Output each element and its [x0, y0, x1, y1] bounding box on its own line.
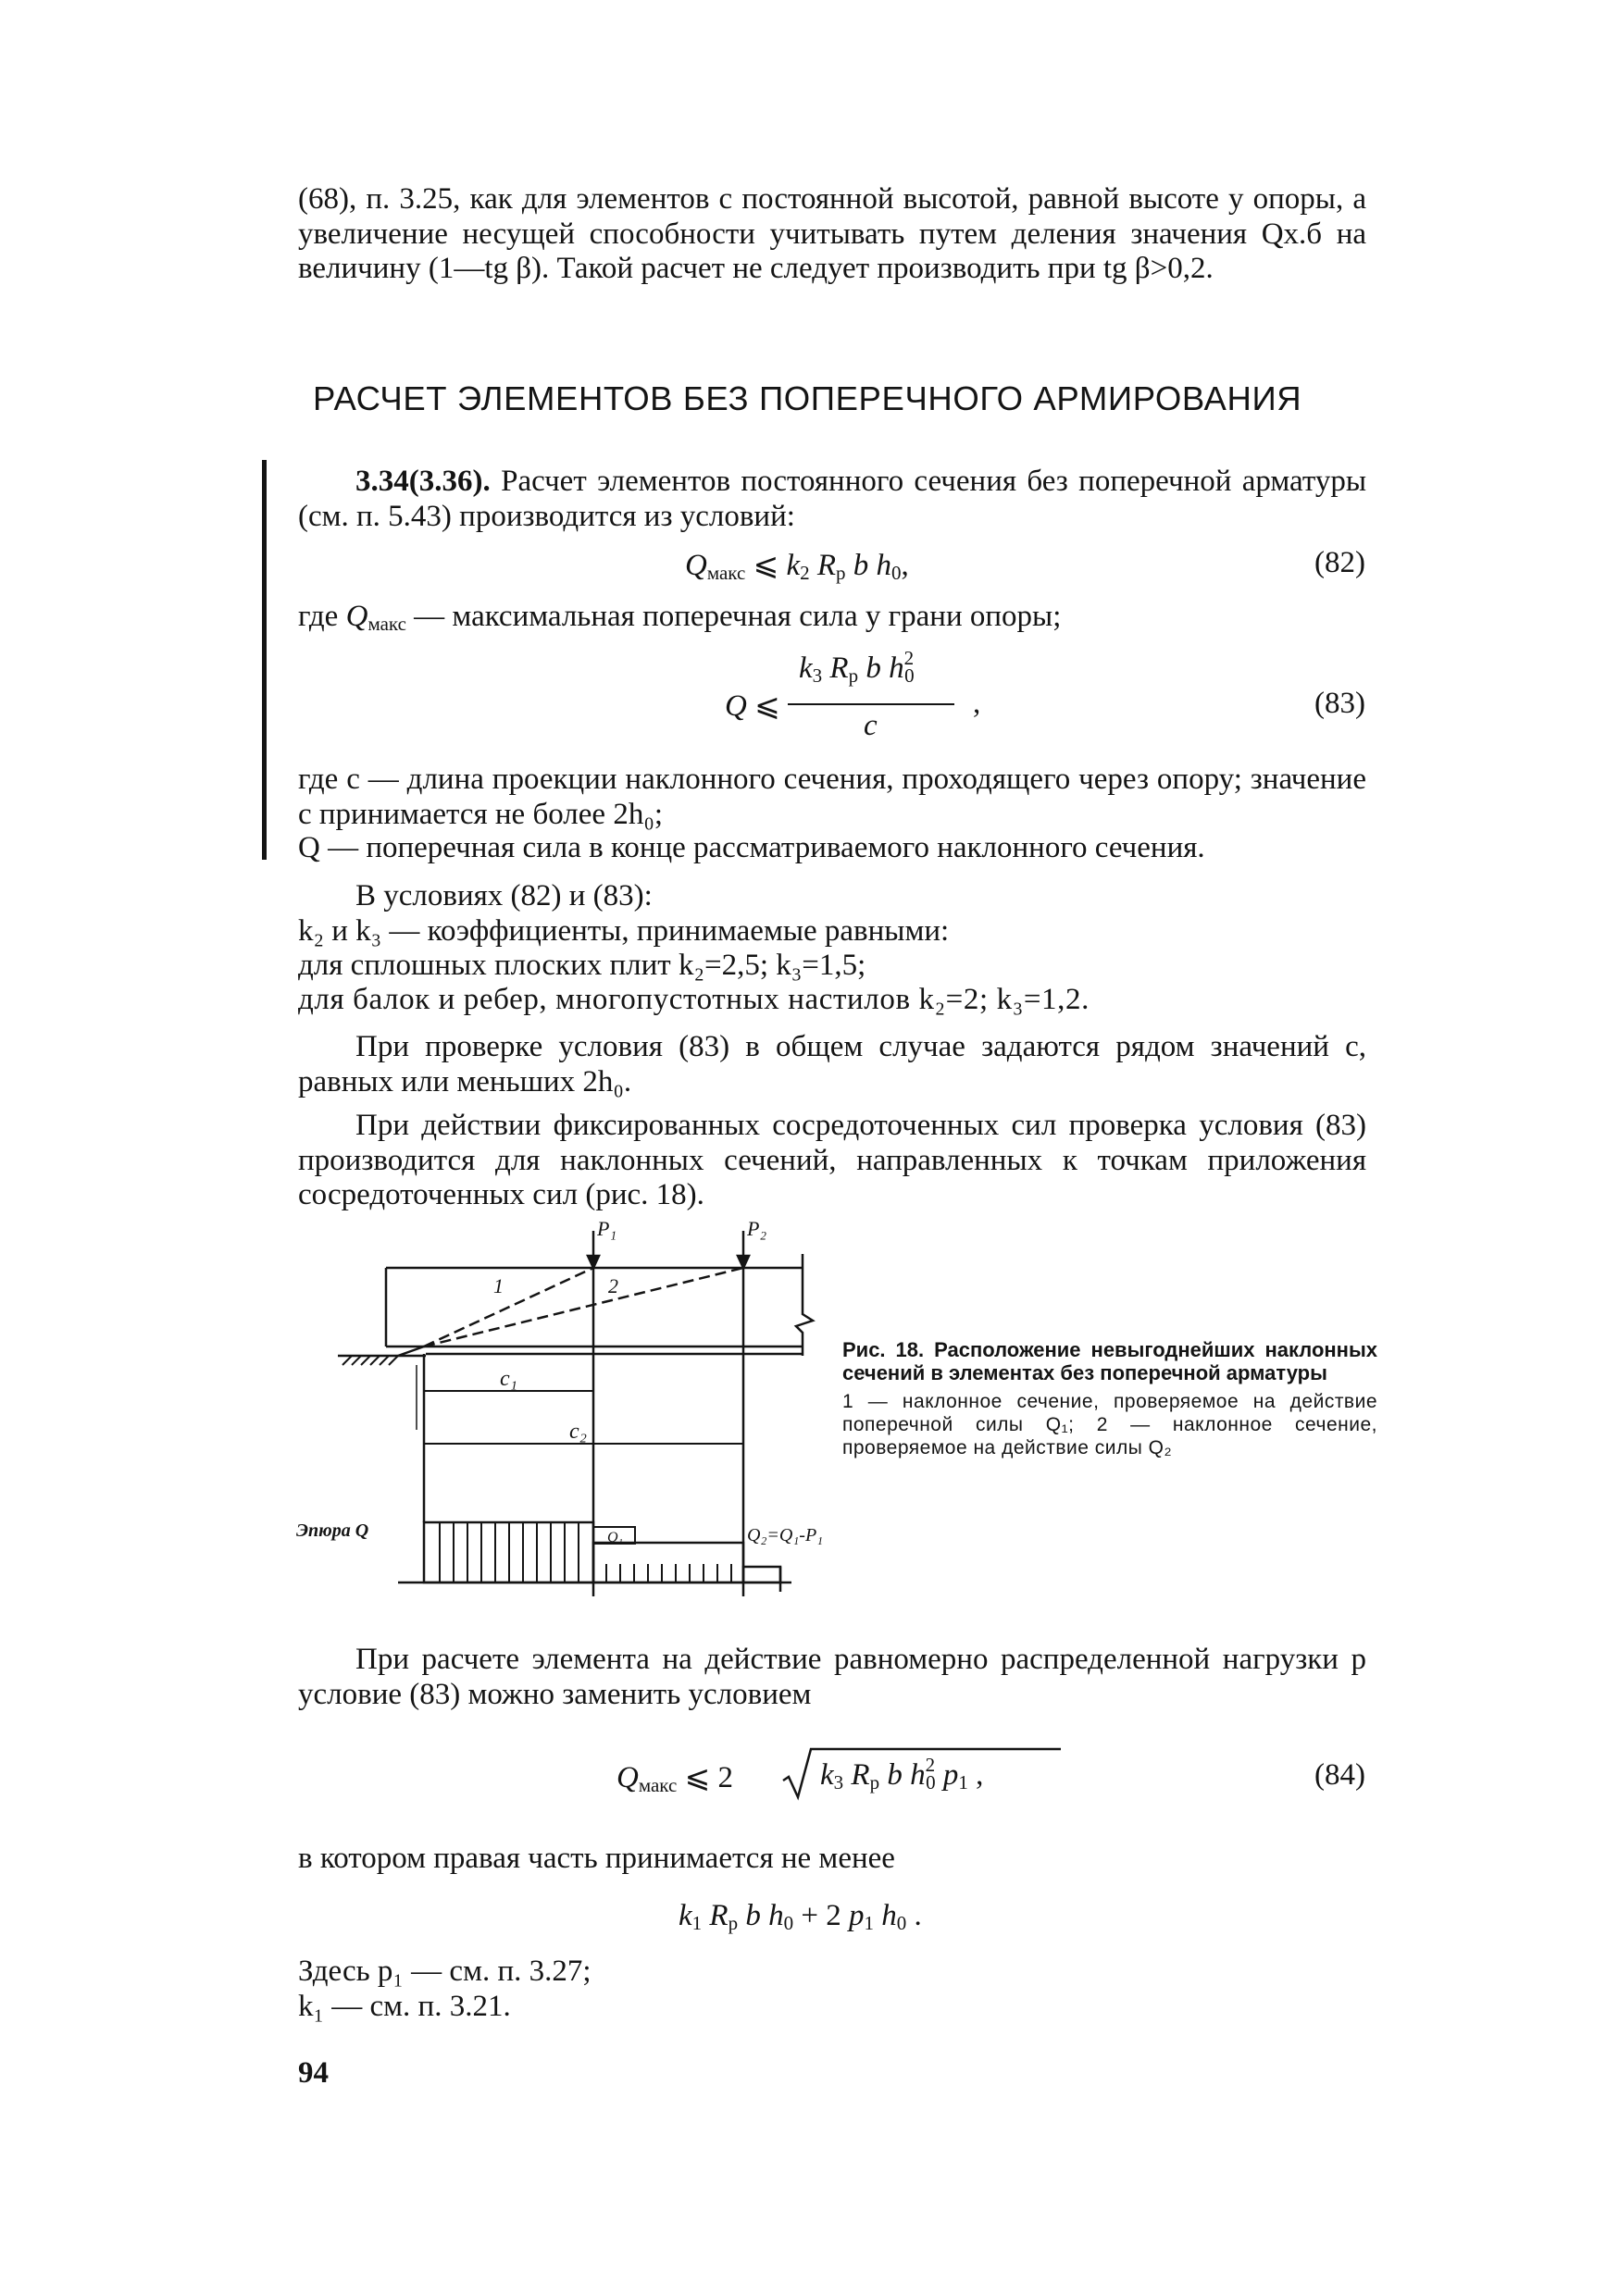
coeffs-line: k₂ и k₃ — коэффициенты, принимаемые равными:	[298, 914, 950, 948]
figure-18	[278, 1217, 824, 1606]
where-qmax: где $Q_{макс}$ — максимальная поперечная сила у грани опоры;	[298, 600, 1062, 635]
label-q1: Q₁	[607, 1530, 624, 1545]
eq84-number: (84)	[1314, 1758, 1365, 1792]
conditions-intro: В условиях (82) и (83):	[355, 879, 653, 912]
label-c2: c₂	[569, 1420, 587, 1444]
label-section-2: 2	[608, 1274, 618, 1297]
page-number: 94	[298, 2056, 329, 2090]
label-q2: Q₂=Q₁-P₁	[747, 1525, 824, 1545]
epure-q1-step	[593, 1543, 743, 1582]
break-line	[796, 1254, 813, 1356]
epure-q2-block	[743, 1567, 780, 1582]
epure-hatch	[440, 1522, 731, 1582]
label-p2: P₂	[747, 1217, 767, 1240]
where-c: где c — длина проекции наклонного сечения, проходящего через опору; значение c принимается не более 2h₀;	[298, 763, 1366, 831]
solid-slabs-line: для сплошных плоских плит k₂=2,5; k₃=1,5;	[298, 949, 866, 982]
figure-caption	[842, 1338, 1377, 1459]
equation-82: $Q_{макс}$ ⩽ $k_2$ $R_р$ b $h_0$,	[685, 549, 909, 584]
fixed-forces-paragraph: При действии фиксированных сосредоточенных сил проверка условия (83) производится для наклонных сечений, направленных к точкам приложения сосредоточенных сил (рис. 18).	[298, 1109, 1366, 1211]
clause-number: 3.34(3.36).	[355, 465, 491, 498]
equation-84: $Q_{макс}$ ⩽ 2 $k_3$ $R_р$ b $h^2_0$ $p_1$ ,	[616, 1747, 1061, 1803]
uniform-load-paragraph: При расчете элемента на действие равномерно распределенной нагрузки p условие (83) можно заменить условием	[298, 1643, 1366, 1711]
equation-83: Q ⩽ $k_3$ $R_р$ b $h^2_0$ c ,	[725, 647, 981, 742]
eq82-qmax-sub: макс	[706, 562, 746, 584]
inclined-section-1	[424, 1268, 593, 1347]
eq82-number: (82)	[1314, 546, 1365, 579]
beams-line: для балок и ребер, многопустотных настилов k₂=2; k₃=1,2.	[298, 983, 1090, 1016]
label-c1: c₁	[500, 1367, 517, 1391]
eq83-number: (83)	[1314, 687, 1365, 720]
label-p1: P₁	[597, 1217, 617, 1240]
where-q: Q — поперечная сила в конце рассматриваемого наклонного сечения.	[298, 831, 1205, 864]
figure-caption-text: 1 — наклонное сечение, проверяемое на действие поперечной силы Q₁; 2 — наклонное сечение, проверяемое на действие силы Q₂	[842, 1391, 1377, 1458]
here-k1: k₁ — см. п. 3.21.	[298, 1990, 511, 2023]
inclined-section-2	[424, 1268, 743, 1347]
support-hatch	[342, 1356, 398, 1365]
check-paragraph: При проверке условия (83) в общем случае задаются рядом значений c, равных или меньших 2h₀.	[298, 1030, 1366, 1098]
not-less-line: в котором правая часть принимается не менее	[298, 1842, 895, 1875]
here-p1: Здесь p₁ — см. п. 3.27;	[298, 1955, 592, 1988]
minimum-expression: $k_1$ $R_р$ b $h_0 + 2$ $p_1$ $h_0$ .	[679, 1899, 922, 1934]
p1-arrow-icon	[588, 1256, 599, 1268]
section-heading: РАСЧЕТ ЭЛЕМЕНТОВ БЕЗ ПОПЕРЕЧНОГО АРМИРОВАНИЯ	[313, 379, 1302, 417]
intro-paragraph: (68), п. 3.25, как для элементов с постоянной высотой, равной высоте у опоры, а увеличение несущей способности учитывать путем деления значения Qх.б на величину (1—tg β). Такой расчет не следует производить при tg β>0,2.	[298, 182, 1366, 285]
clause-text: Расчет элементов постоянного сечения без поперечной арматуры (см. п. 5.43) производится из условий:	[298, 465, 1366, 533]
label-epure: Эпюра Q	[296, 1520, 369, 1541]
margin-change-bar	[262, 460, 267, 860]
p2-arrow-icon	[738, 1256, 749, 1268]
section-1-solid	[398, 1347, 424, 1356]
label-section-1: 1	[493, 1274, 504, 1297]
clause-3-34	[298, 465, 1366, 534]
figure-caption-title: Рис. 18. Расположение невыгоднейших наклонных сечений в элементах без поперечной арматуры	[842, 1338, 1377, 1384]
